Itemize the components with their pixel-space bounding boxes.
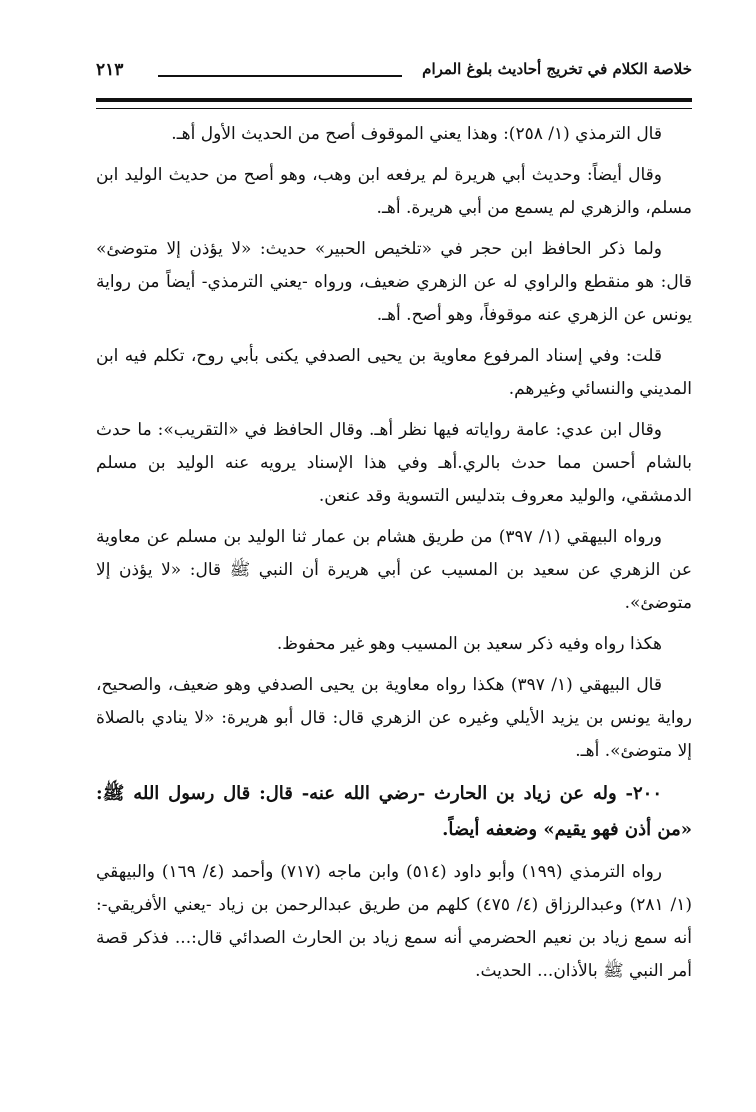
running-title: خلاصة الكلام في تخريج أحاديث بلوغ المرام [422,60,692,78]
paragraph-bayhaqi-narration: ورواه البيهقي (١/ ٣٩٧) من طريق هشام بن عمار ثنا الوليد بن مسلم عن معاوية عن الزهري عن سعيد بن المسيب عن أبي هريرة أن النبي ﷺ قال: «لا يؤذن إلا متوضئ». [96,527,692,613]
paragraph-takhrij: رواه الترمذي (١٩٩) وأبو داود (٥١٤) وابن ماجه (٧١٧) وأحمد (٤/ ١٦٩) والبيهقي (١/ ٢٨١) وعبدالرزاق (٤/ ٤٧٥) كلهم من طريق عبدالرحمن بن زياد -يعني الأفريقي-: أنه سمع زياد بن نعيم الحضرمي أنه سمع زياد بن الحارث الصدائي قال:... فذكر قصة أمر النبي ﷺ بالأذان... الحديث. [96,862,692,981]
page-body [96,118,692,988]
page-header [96,58,692,88]
paragraph-bayhaqi-comment: قال البيهقي (١/ ٣٩٧) هكذا رواه معاوية بن يحيى الصدفي وهو ضعيف، والصحيح، رواية يونس بن يزيد الأيلي وغيره عن الزهري قال: قال أبو هريرة: «لا ينادي بالصلاة إلا متوضئ». أهـ. [96,675,692,761]
header-double-rule [96,98,692,109]
paragraph-not-preserved: هكذا رواه وفيه ذكر سعيد بن المسيب وهو غير محفوظ. [276,634,662,654]
paragraph-ibn-hajar: ولما ذكر الحافظ ابن حجر في «تلخيص الحبير» حديث: «لا يؤذن إلا متوضئ» قال: هو منقطع والراوي له عن الزهري ضعيف، ورواه -يعني الترمذي- أيضاً من رواية يونس عن الزهري عنه موقوفاً، وهو أصح. أهـ. [96,239,692,325]
paragraph-ibn-adi: وقال ابن عدي: عامة رواياته فيها نظر أهـ. وقال الحافظ في «التقريب»: ما حدث بالشام أحسن مما حدث بالري.أهـ وفي هذا الإسناد يرويه عنه الوليد بن مسلم الدمشقي، والوليد معروف بتدليس التسوية وقد عنعن. [96,420,692,506]
paragraph-isnad: قلت: وفي إسناد المرفوع معاوية بن يحيى الصدفي يكنى بأبي روح، تكلم فيه ابن المديني والنسائي وغيرهم. [96,346,692,399]
page-number: ٢١٣ [96,60,124,80]
header-rule [158,75,402,77]
paragraph-also-said: وقال أيضاً: وحديث أبي هريرة لم يرفعه ابن وهب، وهو أصح من حديث الوليد ابن مسلم، والزهري لم يسمع من أبي هريرة. أهـ. [96,165,692,218]
paragraph-tirmidhi: قال الترمذي (١/ ٢٥٨): وهذا يعني الموقوف أصح من الحديث الأول أهـ. [171,124,662,144]
hadith-200: ٢٠٠- وله عن زياد بن الحارث -رضي الله عنه- قال: قال رسول الله ﷺ: «من أذن فهو يقيم» وضعفه أيضاً. [96,783,692,840]
